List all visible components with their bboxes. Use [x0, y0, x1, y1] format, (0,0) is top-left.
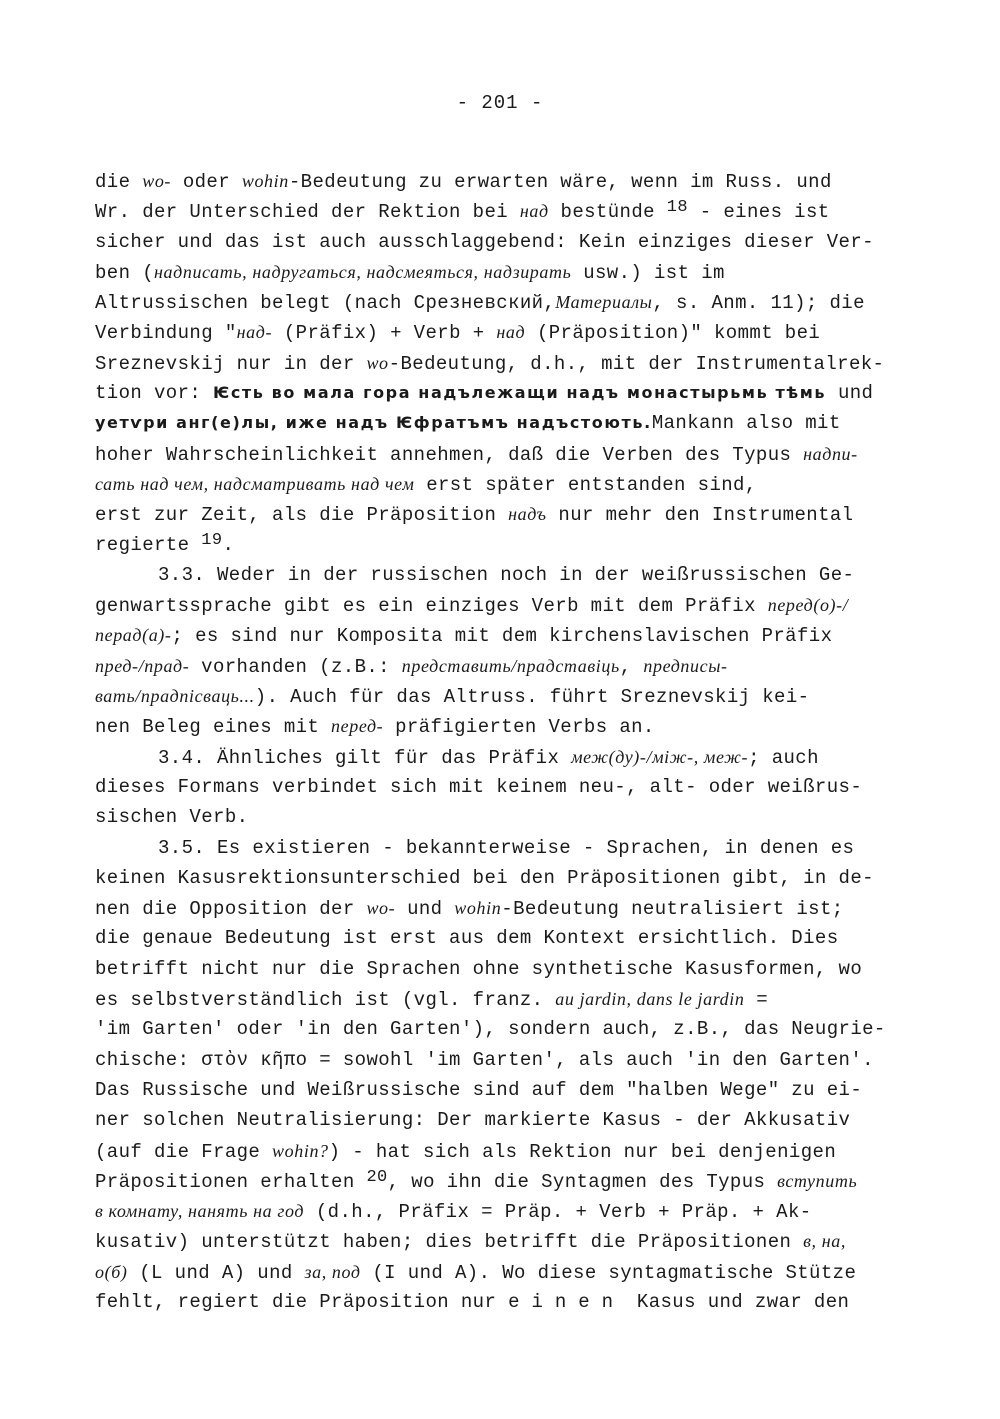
- text-line: [95, 378, 915, 408]
- text-run: Präpositionen erhalten: [95, 1170, 367, 1193]
- italic-term: au jardin, dans le jardin: [555, 989, 745, 1010]
- text-line: [95, 1166, 915, 1196]
- text-run: (I und A). Wo diese syntagmatische Stütze: [360, 1261, 857, 1284]
- text-run: oder: [171, 171, 242, 193]
- text-run: keinen Kasusrektionsunterschied bei den Präpositionen gibt, in de-: [95, 866, 874, 889]
- text-run: (d.h., Präfix = Präp. + Verb + Präp. + Ak-: [304, 1201, 812, 1224]
- italic-term: надписать, надругаться, надсмеяться, надзирать: [154, 261, 572, 282]
- old-slavonic-quote: уетѵри анг(е)лы, иже надъ Ѥфратъмъ надъстоють.: [95, 413, 652, 433]
- italic-term: wohin?: [272, 1140, 329, 1161]
- text-run: (L und A) und: [127, 1261, 305, 1284]
- italic-term: в комнату, нанять на год: [95, 1201, 305, 1222]
- text-line: [95, 408, 915, 438]
- text-line: [95, 681, 915, 711]
- text-line: [95, 499, 915, 529]
- text-line: [95, 439, 915, 469]
- text-line: [95, 1045, 915, 1075]
- text-run: 3.4. Ähnliches gilt für das Präfix: [158, 746, 572, 769]
- text-line: [95, 530, 915, 560]
- text-run: =: [744, 989, 769, 1012]
- text-line: [95, 469, 915, 499]
- text-line: [95, 560, 915, 590]
- text-run: kusativ) unterstützt haben; dies betrifft die Präpositionen: [95, 1231, 804, 1254]
- text-line: [95, 348, 915, 378]
- text-line: [95, 984, 915, 1014]
- text-line: [95, 1075, 915, 1105]
- old-slavonic-quote: Ѥсть во мала гора надълежащи надъ монастырьмь тѣмь: [213, 383, 827, 403]
- text-line: [95, 590, 915, 620]
- footnote-ref: 18: [666, 198, 688, 218]
- italic-term: сать над чем, надсматривать над чем: [95, 473, 415, 494]
- italic-term: пред-/прад-: [95, 655, 190, 676]
- italic-term: меж(ду)-/між-, меж-: [571, 746, 749, 767]
- text-run: präfigierten Verbs an.: [383, 716, 655, 739]
- body-text: [95, 166, 915, 1317]
- italic-term: перед-: [331, 716, 384, 737]
- italic-term: надъ: [508, 504, 547, 525]
- text-run: vorhanden (z.B.:: [189, 655, 402, 678]
- italic-term: предписы-: [643, 655, 728, 676]
- text-run: nen die Opposition der: [95, 898, 367, 921]
- italic-term: перед(о)-/: [767, 595, 849, 616]
- text-run: (auf die Frage: [95, 1140, 273, 1163]
- text-run: erst später entstanden sind,: [414, 473, 757, 496]
- text-line: [95, 196, 915, 226]
- text-run: -Bedeutung, d.h., mit der Instrumentalrek-: [388, 352, 885, 375]
- text-line: [95, 1105, 915, 1135]
- text-run: (Präposition)" kommt bei: [525, 322, 821, 345]
- text-run: bestünde: [548, 201, 667, 224]
- text-run: erst zur Zeit, als die Präposition: [95, 504, 509, 527]
- text-line: [95, 287, 915, 317]
- text-line: [95, 1136, 915, 1166]
- text-line: [95, 1014, 915, 1044]
- italic-term: о(б): [95, 1261, 128, 1282]
- text-run: sicher und das ist auch ausschlaggebend: Kein einziges dieser Ver-: [95, 230, 874, 253]
- text-run: ; es sind nur Komposita mit dem kirchenslavischen Präfix: [171, 625, 833, 648]
- text-run: dieses Formans verbindet sich mit keinem neu-, alt- oder weißrus-: [95, 775, 863, 798]
- text-line: [95, 802, 915, 832]
- text-run: hoher Wahrscheinlichkeit annehmen, daß die Verben des Typus: [95, 443, 804, 466]
- text-run: genwartssprache gibt es ein einziges Verb mit dem Präfix: [95, 595, 768, 618]
- italic-term: перад(а)-: [95, 625, 172, 646]
- text-run: 3.5. Es existieren - bekannterweise - Sprachen, in denen es: [158, 836, 855, 859]
- text-line: [95, 863, 915, 893]
- text-run: fehlt, regiert die Präposition nur: [95, 1290, 509, 1313]
- italic-term: wo: [366, 352, 389, 373]
- italic-term: над: [519, 201, 549, 222]
- text-line: [95, 1257, 915, 1287]
- text-run: usw.) ist im: [571, 261, 725, 284]
- text-run: tion vor:: [95, 382, 214, 405]
- text-run: und: [395, 898, 455, 921]
- italic-term: wohin: [454, 898, 502, 919]
- text-line: [95, 711, 915, 741]
- text-run: , wo ihn die Syntagmen des Typus: [387, 1170, 778, 1193]
- text-run: Mankann also mit: [651, 412, 841, 435]
- text-run: ). Auch für das Altruss. führt Sreznevskij kei-: [254, 686, 810, 709]
- text-run: , s. Anm. 11); die: [652, 292, 865, 315]
- text-run: die: [95, 171, 143, 193]
- text-run: 3.3. Weder in der russischen noch in der weißrussischen Ge-: [158, 563, 855, 586]
- text-line: [95, 833, 915, 863]
- text-run: die genaue Bedeutung ist erst aus dem Kontext ersichtlich. Dies: [95, 927, 839, 950]
- text-run: 'im Garten' oder 'in den Garten'), sondern auch, z.B., das Neugrie-: [95, 1018, 886, 1041]
- text-run: ner solchen Neutralisierung: Der markierte Kasus - der Akkusativ: [95, 1109, 851, 1132]
- italic-term: надпи-: [803, 443, 858, 464]
- text-line: [95, 651, 915, 681]
- text-line: [95, 954, 915, 984]
- text-run: nur mehr den Instrumental: [546, 504, 854, 527]
- italic-term: вать/прадпісваць...: [95, 686, 255, 707]
- text-run: und: [826, 382, 874, 405]
- italic-term: wohin: [241, 171, 289, 191]
- text-run: Das Russische und Weißrussische sind auf dem "halben Wege" zu ei-: [95, 1078, 863, 1101]
- text-line: [95, 923, 915, 953]
- text-line: [95, 1287, 915, 1317]
- spaced-emphasis: einen: [508, 1290, 626, 1313]
- text-line: [95, 893, 915, 923]
- text-run: betrifft nicht nur die Sprachen ohne synthetische Kasusformen, wo: [95, 957, 863, 980]
- text-line: [95, 742, 915, 772]
- text-line: [95, 257, 915, 287]
- text-line: [95, 1196, 915, 1226]
- text-line: [95, 772, 915, 802]
- text-run: es selbstverständlich ist (vgl. franz.: [95, 989, 556, 1012]
- text-run: -Bedeutung zu erwarten wäre, wenn im Russ. und: [288, 171, 832, 193]
- text-run: - eines ist: [687, 201, 830, 224]
- text-line: [95, 1226, 915, 1256]
- text-run: Sreznevskij nur in der: [95, 352, 367, 375]
- text-run: -Bedeutung neutralisiert ist;: [501, 898, 844, 921]
- text-run: chische: στὸν κῆπο = sowohl 'im Garten', als auch 'in den Garten'.: [95, 1048, 874, 1071]
- text-run: Wr. der Unterschied der Rektion bei: [95, 201, 520, 224]
- text-line: [95, 317, 915, 347]
- text-run: ,: [619, 655, 644, 678]
- footnote-ref: 20: [366, 1167, 388, 1187]
- italic-term: Материалы: [555, 292, 653, 313]
- text-run: ; auch: [748, 746, 819, 769]
- text-line: [95, 166, 915, 196]
- footnote-ref: 19: [201, 530, 223, 550]
- italic-term: вступить: [777, 1170, 858, 1191]
- italic-term: над: [496, 322, 526, 343]
- text-run: regierte: [95, 533, 202, 556]
- text-run: sischen Verb.: [95, 806, 249, 829]
- text-run: nen Beleg eines mit: [95, 716, 332, 739]
- italic-term: wo-: [366, 898, 396, 919]
- italic-term: представить/прадставіць: [401, 655, 620, 676]
- text-run: (Präfix) + Verb +: [272, 322, 497, 345]
- text-run: Altrussischen belegt (nach Срезневский,: [95, 292, 556, 315]
- text-run: Verbindung ": [95, 322, 237, 345]
- italic-term: над-: [236, 322, 273, 343]
- text-run: .: [222, 533, 235, 556]
- text-line: [95, 620, 915, 650]
- italic-term: за, под: [304, 1261, 361, 1282]
- text-run: Kasus und zwar den: [625, 1290, 850, 1313]
- italic-term: в, на,: [803, 1231, 846, 1252]
- page-number: - 201 -: [456, 92, 544, 114]
- text-run: ben (: [95, 261, 155, 284]
- text-line: [95, 227, 915, 257]
- text-run: ) - hat sich als Rektion nur bei denjenigen: [328, 1140, 837, 1163]
- italic-term: wo-: [142, 171, 172, 191]
